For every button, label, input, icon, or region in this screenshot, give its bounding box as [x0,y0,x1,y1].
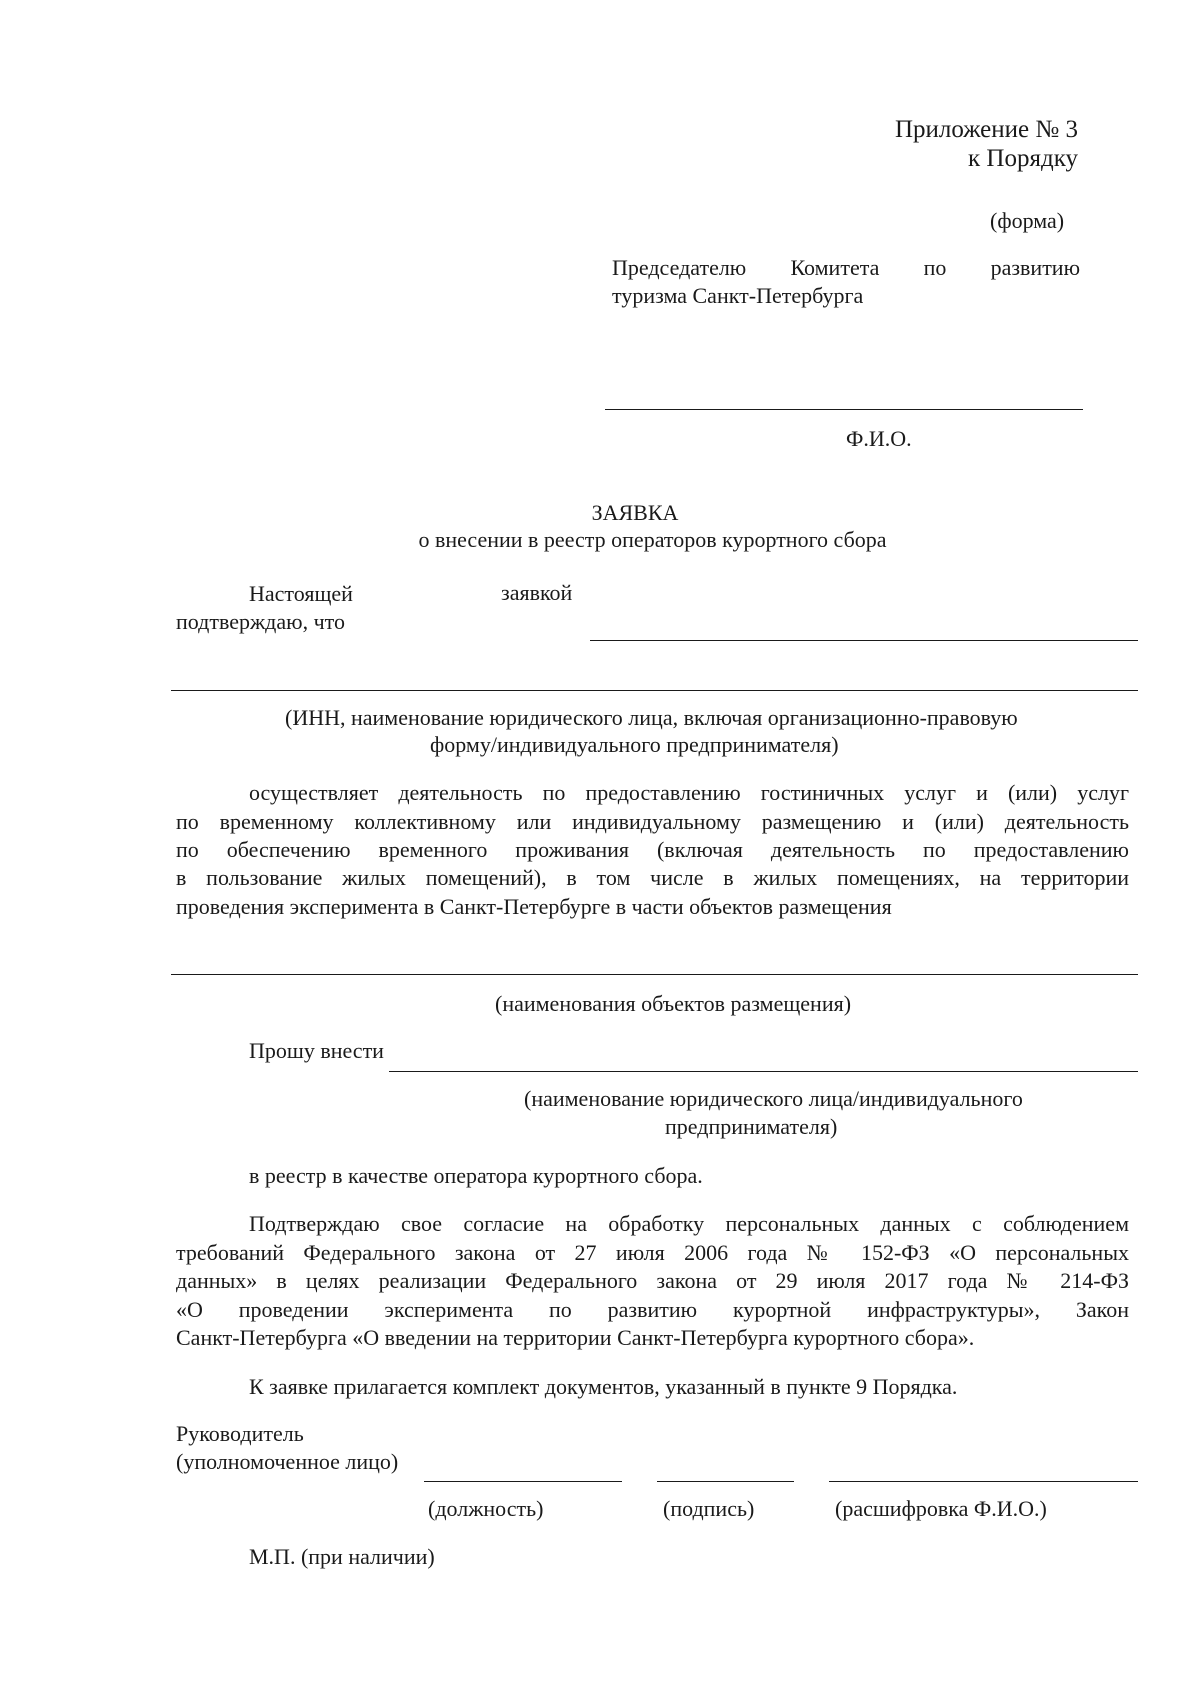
objects-caption: (наименования объектов размещения) [495,991,852,1016]
consent-line-2: требований Федерального закона от 27 июля 2006 года № 152-ФЗ «О персональных [176,1240,1129,1265]
consent-line-4: «О проведении эксперимента по развитию курортной инфраструктуры», Закон [176,1297,1129,1322]
head-title-1: Руководитель [176,1421,304,1446]
appendix-reference: к Порядку [968,145,1078,172]
appendix-number: Приложение № 3 [894,116,1078,143]
applicant-caption-1: (ИНН, наименование юридического лица, включая организационно-правовую [285,705,1018,730]
registry-line: в реестр в качестве оператора курортного сбора. [249,1163,703,1188]
signature-caption: (подпись) [663,1496,755,1521]
signature-underline [657,1481,794,1482]
request-caption-2: предпринимателя) [665,1114,838,1139]
stamp-label: М.П. (при наличии) [249,1544,435,1569]
activity-line-4: в пользование жилых помещений), в том числе в жилых помещениях, на территории [176,865,1129,890]
objects-underline [171,974,1138,975]
fio-caption: Ф.И.О. [846,426,912,451]
activity-line-1: осуществляет деятельность по предоставлению гостиничных услуг и (или) услуг [249,780,1129,805]
document-title: ЗАЯВКА [591,500,679,525]
decoding-caption: (расшифровка Ф.И.О.) [835,1496,1047,1521]
attachments-text: К заявке прилагается комплект документов, указанный в пункте 9 Порядка. [249,1374,958,1399]
fio-underline [605,409,1083,410]
activity-line-2: по временному коллективному или индивидуальному размещению и (или) деятельность [176,809,1129,834]
document-subtitle: о внесении в реестр операторов курортного сбора [418,527,887,552]
applicant-caption-2: форму/индивидуального предпринимателя) [430,732,839,757]
position-underline [424,1481,622,1482]
addressee-line-2: туризма Санкт-Петербурга [612,283,864,308]
confirm-line-2: подтверждаю, что [176,609,345,634]
head-title-2: (уполномоченное лицо) [176,1449,399,1474]
position-caption: (должность) [428,1496,544,1521]
confirm-word-1: Настоящей [249,581,353,606]
decoding-underline [829,1481,1138,1482]
request-label: Прошу внести [249,1038,384,1063]
addressee-line-1: Председателю Комитета по развитию [612,255,1081,280]
applicant-underline-1 [590,640,1138,641]
consent-line-3: данных» в целях реализации Федерального закона от 29 июля 2017 года № 214-ФЗ [176,1268,1129,1293]
consent-line-1: Подтверждаю свое согласие на обработку персональных данных с соблюдением [249,1211,1129,1236]
form-label: (форма) [990,208,1065,233]
request-caption-1: (наименование юридического лица/индивидуального [524,1086,1023,1111]
activity-line-5: проведения эксперимента в Санкт-Петербурге в части объектов размещения [176,894,892,919]
request-underline [389,1071,1138,1072]
applicant-underline-2 [171,690,1138,691]
activity-line-3: по обеспечению временного проживания (включая деятельность по предоставлению [176,837,1129,862]
confirm-word-2: заявкой [501,580,573,605]
consent-line-5: Санкт-Петербурга «О введении на территории Санкт-Петербурга курортного сбора». [176,1325,975,1350]
